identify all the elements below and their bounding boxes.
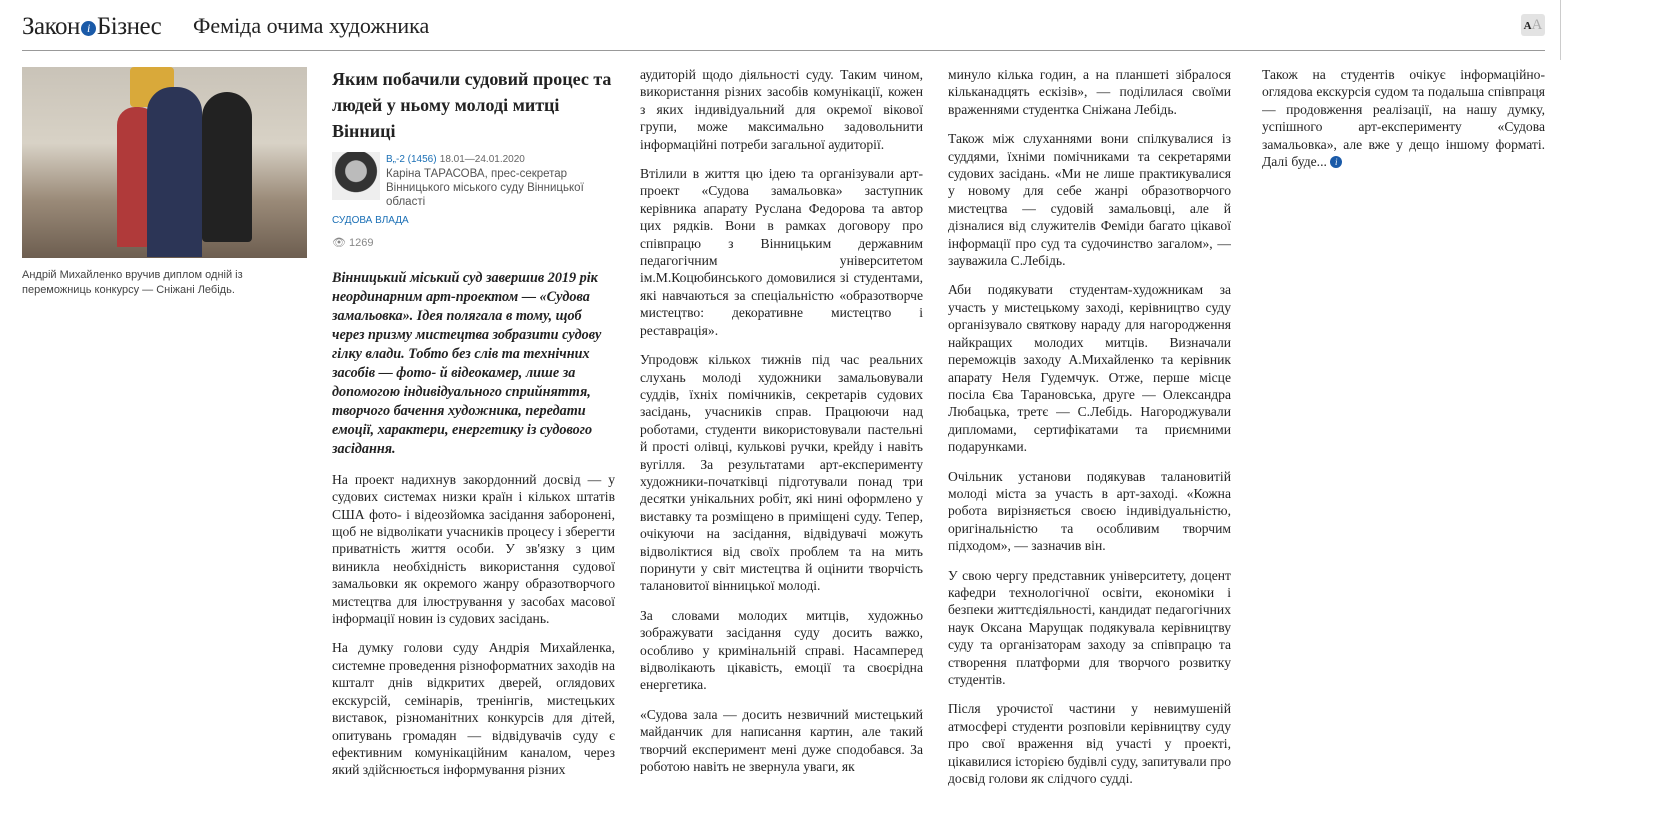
views-value: 1269	[349, 237, 374, 250]
page-title: Феміда очима художника	[193, 13, 430, 38]
paragraph: Очільник установи подякував талановитій молоді міста за участь в арт-заході. «Кожна робота вирізняється своєю індивідуальністю, оригінальністю та особливим творчим підходом», — зазначив він.	[948, 468, 1231, 554]
rubric-link[interactable]: СУДОВА ВЛАДА	[332, 215, 409, 226]
paragraph: На проект надихнув закордонний досвід — у судових системах низки країн і кількох штатів США фото- і відеозйомка засідання заборонені, щоб не відволікати учасників процесу і зберегти приватність життя особи. У зв'язку з цим виникла необхідність використання судової замальовки як окремого жанру образотворчого мистецтва для ілюстрування у засобах масової інформації новин із судових засідань.	[332, 471, 615, 627]
views-count	[332, 235, 615, 252]
article-column-2	[640, 66, 923, 824]
eye-icon: 👁	[332, 237, 346, 250]
author-name: Каріна ТАРАСОВА, прес-секретар Вінницького міського суду Вінницької області	[386, 168, 584, 208]
paragraph: Після урочистої частини у невимушеній атмосфері студенти розповіли керівництву суду про свої враження від участі у проекті, цікавилися історією будівлі суду, запитували про досвід голови як слідчого судді.	[948, 701, 1231, 787]
header	[22, 0, 1545, 51]
paragraph-text: Також на студентів очікує інформаційно-оглядова екскурсія судом та подальша співпраця — продовження реалізації, на нашу думку, успішного арт-експерименту «Судова замальовка», але вже у дещо іншому форматі. Далі буде...	[1262, 67, 1545, 170]
paragraph: Аби подякувати студентам-художникам за участь у мистецькому заході, керівництво суду організувало святкову нараду для нагородження найкращих молодих митців. Визначали переможців заходу А.Михайленко та керівник апарату Неля Гудемчук. Отже, перше місце посіла Єва Тарановська, друге — Олександра Любацька, третє — С.Лебідь. Нагороджували дипломами, сертифікатами та приємними подарунками.	[948, 282, 1231, 455]
article-title: Яким побачили судовий процес та людей у ньому молоді митці Вінниці	[332, 69, 612, 141]
end-mark-icon: і	[1330, 156, 1342, 168]
logo[interactable]	[22, 13, 161, 41]
article-photo[interactable]	[22, 67, 307, 258]
paragraph	[1262, 66, 1545, 170]
divider	[1560, 0, 1561, 60]
photo-caption: Андрій Михайленко вручив диплом одній із переможниць конкурсу — Сніжані Лебідь.	[22, 269, 243, 296]
paragraph: У свою чергу представник університету, доцент кафедри технологічної освіти, економіки і безпеки життєдіяльності, кандидат педагогічних наук Оксана Марущак подякувала керівництву суду та організаторам заходу за співпрацю та створення платформи для творчого розвитку студентів.	[948, 567, 1231, 687]
article-column-1	[332, 66, 615, 824]
paragraph: Також між слуханнями вони спілкувалися із суддями, їхніми помічниками та секретарями судових засідань. «Ми не лише практикувалися у новому для себе жанрі образотворчого мистецтва — судовій замальовці, але й дізналися від служителів Феміди багато цікавої інформації про суд та судочинство загалом», — зауважила С.Лебідь.	[948, 131, 1231, 269]
author-avatar	[332, 152, 380, 200]
paragraph: «Судова зала — досить незвичний мистецький майданчик для написання картин, але такий творчий експеримент мені дуже сподобався. За роботою навіть не звернула уваги, як	[640, 706, 923, 775]
issue-date: 18.01—24.01.2020	[439, 154, 525, 165]
photo-figure	[147, 87, 202, 257]
article-lead: Вінницький міський суд завершив 2019 рік неординарним арт-проектом — «Судова замальовка». Ідея полягала в тому, щоб через призму мистецтва зобразити судову гілку влади. Тобто без слів та технічних засобів — фото- й відеокамер, лише за допомогою індивідуального сприйняття, творчого бачення художника, передати емоції, характери, енергетику із судового засідання.	[332, 269, 602, 457]
font-size-icon-large: A	[1531, 17, 1543, 33]
article-column-4	[1262, 66, 1545, 824]
paragraph: Упродовж кількох тижнів під час реальних слухань молоді художники замальовували суддів, їхніх помічників, секретарів судових засідань, учасників справ. Працюючи над роботами, студенти використовували пастельні й прості олівці, кулькові ручки, крейду і навіть вугілля. За результатами арт-експерименту художники-початківці підготували понад три десятки унікальних робіт, які нині оформлено у виставку та розміщено в приміщені суду. Тепер, очікуючи на засідання, відвідувачі можуть відволіктися від своїх проблем та на мить поринути у світ мистецтва й оцінити творчість талановитої вінницької молоді.	[640, 352, 923, 594]
photo-figure	[202, 92, 252, 242]
paragraph: минуло кілька годин, а на планшеті зібралося кільканадцять ескізів», — поділилася своїми враженнями студентка Сніжана Лебідь.	[948, 67, 1231, 117]
logo-text-left: Закон	[22, 13, 80, 40]
paragraph: аудиторій щодо діяльності суду. Таким чином, використання різних засобів комунікації, кожен з яких індивідуальний для окремої вікової групи, може максимально задовольнити інформаційні потреби загальної аудиторії.	[640, 67, 923, 152]
logo-mark-icon: і	[81, 21, 96, 36]
paragraph: На думку голови суду Андрія Михайленка, системне проведення різноформатних заходів на кшталт днів відкритих дверей, оглядових екскурсій, семінарів, тренінгів, мистецьких виставок, різноманітних конкурсів для дітей, опитувань громадян — відвідувачів суду є ефективним комунікаційним каналом, через який здійснюється інформування різних	[332, 640, 615, 778]
issue-link[interactable]: В„-2 (1456)	[386, 154, 437, 165]
paragraph: За словами молодих митців, художньо зображувати засідання суду досить важко, особливо у кримінальній справі. Насамперед відволікають цікавість, емоції та своєрідна енергетика.	[640, 607, 923, 693]
font-size-button[interactable]	[1521, 14, 1545, 36]
article-column-3	[948, 66, 1231, 824]
author-block	[332, 152, 615, 208]
paragraph: Втілили в життя цю ідею та організували арт-проект «Судова замальовка» заступник керівника апарату Руслана Федорова та автор цих рядків. Вони в рамках договору про співпрацю з Вінницьким державним педагогічним університетом ім.М.Коцюбинського домовилися зі студентами, які навчаються за спеціальністю «образотворче мистецтво: декоративне мистецтво і реставрація».	[640, 166, 923, 338]
logo-text-right: Бізнес	[96, 13, 162, 40]
font-size-icon-small: A	[1523, 20, 1532, 32]
